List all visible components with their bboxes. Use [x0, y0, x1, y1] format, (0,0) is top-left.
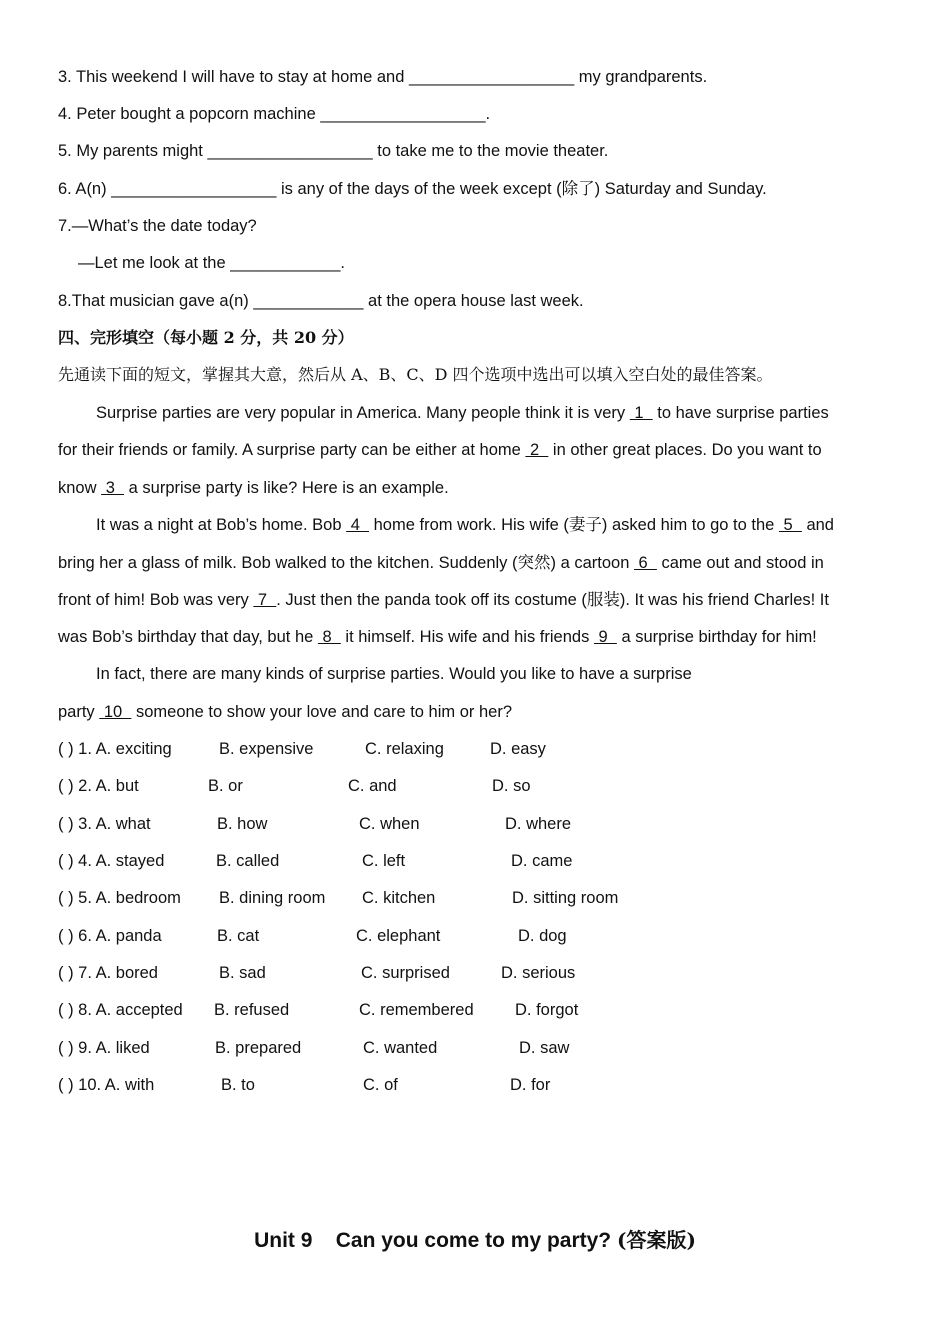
option-2-a: ( ) 2. A. but	[58, 777, 139, 795]
option-9-c: C. wanted	[363, 1039, 438, 1057]
option-1-c: C. relaxing	[365, 740, 444, 758]
cloze-blank: 1	[629, 404, 653, 422]
option-1-b: B. expensive	[219, 740, 314, 758]
option-3-b: B. how	[217, 815, 268, 833]
option-2-b: B. or	[208, 777, 243, 795]
question-6: 6. A(n) __________________ is any of the days of the week except (除了) Saturday and Sunday.	[58, 180, 767, 198]
option-7-c: C. surprised	[361, 964, 450, 982]
option-7-b: B. sad	[219, 964, 266, 982]
option-10-a: ( ) 10. A. with	[58, 1076, 155, 1094]
cloze-blank: 7	[253, 591, 277, 609]
option-6-a: ( ) 6. A. panda	[58, 927, 162, 945]
cloze-blank: 10	[99, 703, 132, 721]
option-4-b: B. called	[216, 852, 280, 870]
option-6-d: D. dog	[518, 927, 567, 945]
option-10-c: C. of	[363, 1076, 398, 1094]
option-5-a: ( ) 5. A. bedroom	[58, 889, 181, 907]
option-1-d: D. easy	[490, 740, 546, 758]
cloze-blank: 6	[633, 554, 657, 572]
question-7-answer: —Let me look at the ____________.	[78, 254, 345, 272]
question-3: 3. This weekend I will have to stay at home and __________________ my grandparents.	[58, 68, 708, 86]
section-instruction: 先通读下面的短文，掌握其大意，然后从 A、B、C、D 四个选项中选出可以填入空白处的最佳答案。	[58, 365, 773, 384]
option-8-a: ( ) 8. A. accepted	[58, 1001, 183, 1019]
option-7-a: ( ) 7. A. bored	[58, 964, 158, 982]
question-8: 8.That musician gave a(n) ____________ at the opera house last week.	[58, 292, 584, 310]
section-heading: 四、完形填空（每小题 2 分，共 20 分）	[58, 328, 354, 347]
option-6-b: B. cat	[217, 927, 260, 945]
passage-line: party 10 someone to show your love and care to him or her?	[58, 703, 513, 721]
question-4: 4. Peter bought a popcorn machine __________________.	[58, 105, 491, 123]
cloze-blank: 9	[593, 628, 617, 646]
cloze-blank: 4	[346, 516, 370, 534]
option-5-b: B. dining room	[219, 889, 326, 907]
option-9-d: D. saw	[519, 1039, 570, 1057]
option-1-a: ( ) 1. A. exciting	[58, 740, 172, 758]
passage-line: front of him! Bob was very 7 . Just then the panda took off its costume (服装). It was his friend Charles! It	[58, 591, 829, 609]
option-3-a: ( ) 3. A. what	[58, 815, 151, 833]
passage-line: It was a night at Bob’s home. Bob 4 home from work. His wife (妻子) asked him to go to the 5 and	[96, 516, 834, 534]
option-2-d: D. so	[492, 777, 531, 795]
option-10-d: D. for	[510, 1076, 551, 1094]
option-8-c: C. remembered	[359, 1001, 474, 1019]
passage-line: was Bob’s birthday that day, but he 8 it himself. His wife and his friends 9 a surprise birthday for him!	[58, 628, 817, 646]
option-4-c: C. left	[362, 852, 406, 870]
question-7: 7.—What’s the date today?	[58, 217, 257, 235]
passage-line: bring her a glass of milk. Bob walked to the kitchen. Suddenly (突然) a cartoon 6 came out and stood in	[58, 554, 824, 572]
cloze-blank: 5	[778, 516, 802, 534]
passage-line: In fact, there are many kinds of surprise parties. Would you like to have a surprise	[96, 665, 692, 683]
cloze-blank: 2	[525, 441, 549, 459]
passage-line: for their friends or family. A surprise party can be either at home 2 in other great places. Do you want to	[58, 441, 822, 459]
option-4-a: ( ) 4. A. stayed	[58, 852, 165, 870]
option-8-d: D. forgot	[515, 1001, 579, 1019]
option-8-b: B. refused	[214, 1001, 290, 1019]
question-5: 5. My parents might __________________ to take me to the movie theater.	[58, 142, 609, 160]
option-2-c: C. and	[348, 777, 397, 795]
answer-key-title: Unit 9 Can you come to my party? (答案版)	[254, 1228, 696, 1252]
answer-blank: __________________	[207, 142, 373, 160]
answer-blank: __________________	[408, 68, 575, 86]
answer-blank: ____________	[230, 254, 341, 272]
option-7-d: D. serious	[501, 964, 576, 982]
option-4-d: D. came	[511, 852, 573, 870]
answer-blank: __________________	[320, 105, 486, 123]
passage-line: know 3 a surprise party is like? Here is an example.	[58, 479, 449, 497]
option-6-c: C. elephant	[356, 927, 441, 945]
option-9-a: ( ) 9. A. liked	[58, 1039, 150, 1057]
option-10-b: B. to	[221, 1076, 255, 1094]
option-5-c: C. kitchen	[362, 889, 436, 907]
answer-blank: ____________	[253, 292, 364, 310]
cloze-blank: 8	[317, 628, 341, 646]
cloze-blank: 3	[101, 479, 125, 497]
passage-line: Surprise parties are very popular in America. Many people think it is very 1 to have surprise parties	[96, 404, 829, 422]
answer-blank: __________________	[111, 180, 277, 198]
option-3-d: D. where	[505, 815, 572, 833]
option-9-b: B. prepared	[215, 1039, 302, 1057]
option-3-c: C. when	[359, 815, 420, 833]
option-5-d: D. sitting room	[512, 889, 619, 907]
